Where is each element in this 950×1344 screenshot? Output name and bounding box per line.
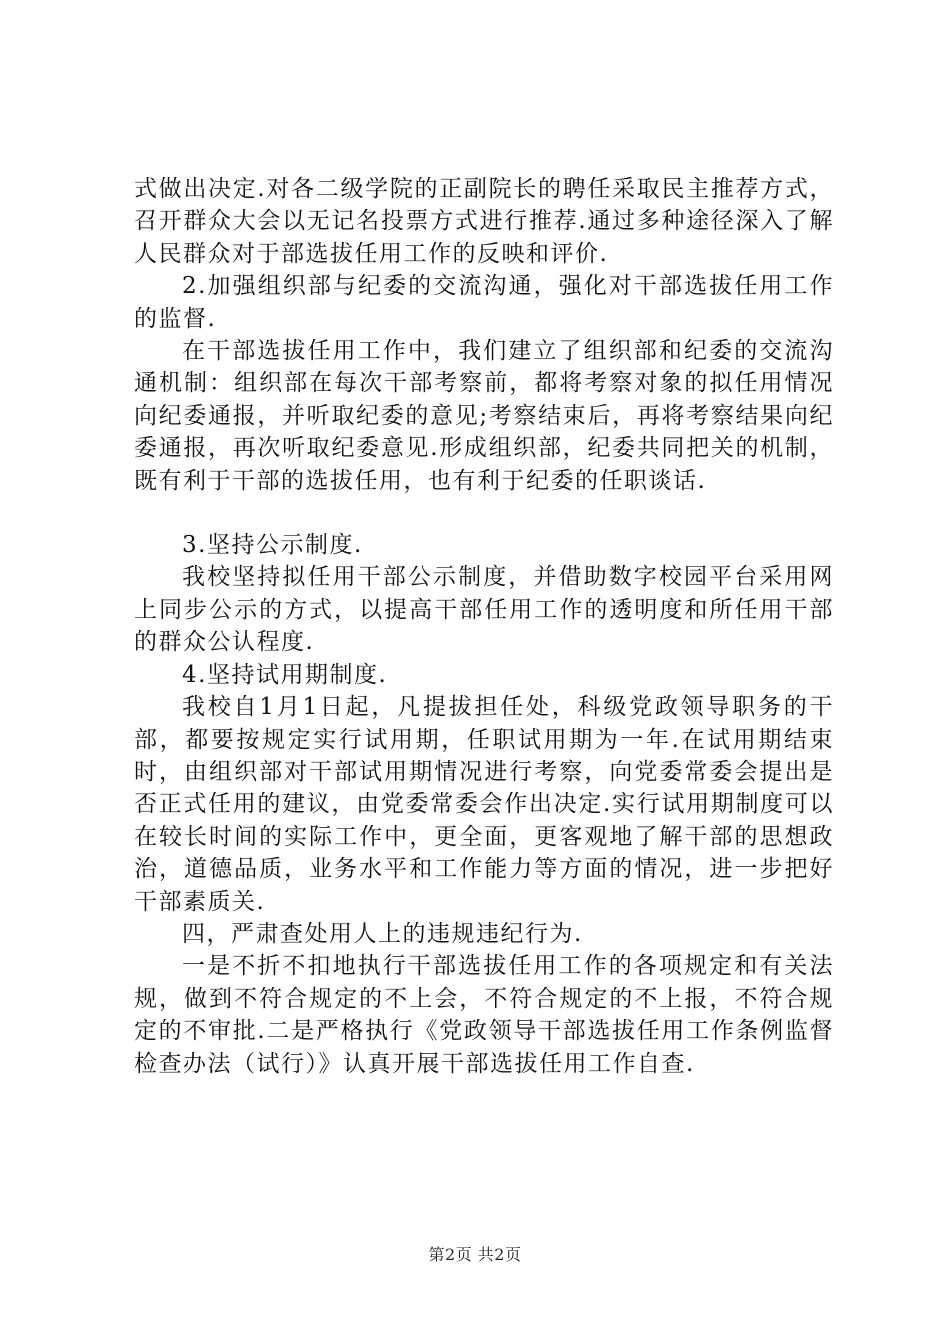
heading-item-2: 2.加强组织部与纪委的交流沟通，强化对干部选拔任用工作的监督. — [134, 273, 834, 332]
heading-item-4: 4.坚持试用期制度. — [182, 661, 388, 688]
heading-item-3: 3.坚持公示制度. — [182, 532, 363, 559]
heading-section-4: 四，严肃查处用人上的违规违纪行为. — [182, 920, 583, 947]
paragraph-spacer — [134, 497, 834, 529]
paragraph-publicity-system: 我校坚持拟任用干部公示制度，并借助数字校园平台采用网上同步公示的方式，以提高干部任用工作的透明度和所任用干部的群众公认程度. — [134, 564, 834, 656]
paragraph-communication-mechanism: 在干部选拔任用工作中，我们建立了组织部和纪委的交流沟通机制：组织部在每次干部考察前，都将考察对象的拟任用情况向纪委通报，并听取纪委的意见;考察结束后，再将考察结果向纪委通报，再次听取纪委意见.形成组织部，纪委共同把关的机制，既有利于干部的选拔任用，也有利于纪委的任职谈话. — [134, 338, 834, 494]
document-body — [134, 173, 834, 1080]
paragraph-probation-system: 我校自1月1日起，凡提拔担任处，科级党政领导职务的干部，都要按规定实行试用期，任职试用期为一年.在试用期结束时，由组织部对干部试用期情况进行考察，向党委常委会提出是否正式任用的建议，由党委常委会作出决定.实行试用期制度可以在较长时间的实际工作中，更全面，更客观地了解干部的思想政治，道德品质，业务水平和工作能力等方面的情况，进一步把好干部素质关. — [134, 694, 834, 915]
paragraph-continuation: 式做出决定.对各二级学院的正副院长的聘任采取民主推荐方式，召开群众大会以无记名投票方式进行推荐.通过多种途径深入了解人民群众对于部选拔任用工作的反映和评价. — [134, 176, 834, 267]
paragraph-strict-enforcement: 一是不折不扣地执行干部选拔任用工作的各项规定和有关法规，做到不符合规定的不上会，不符合规定的不上报，不符合规定的不审批.二是严格执行《党政领导干部选拔任用工作条例监督检查办法（试行）》认真开展干部选拔任用工作自查. — [134, 953, 834, 1077]
page-footer: 第2页 共2页 — [428, 1245, 522, 1264]
